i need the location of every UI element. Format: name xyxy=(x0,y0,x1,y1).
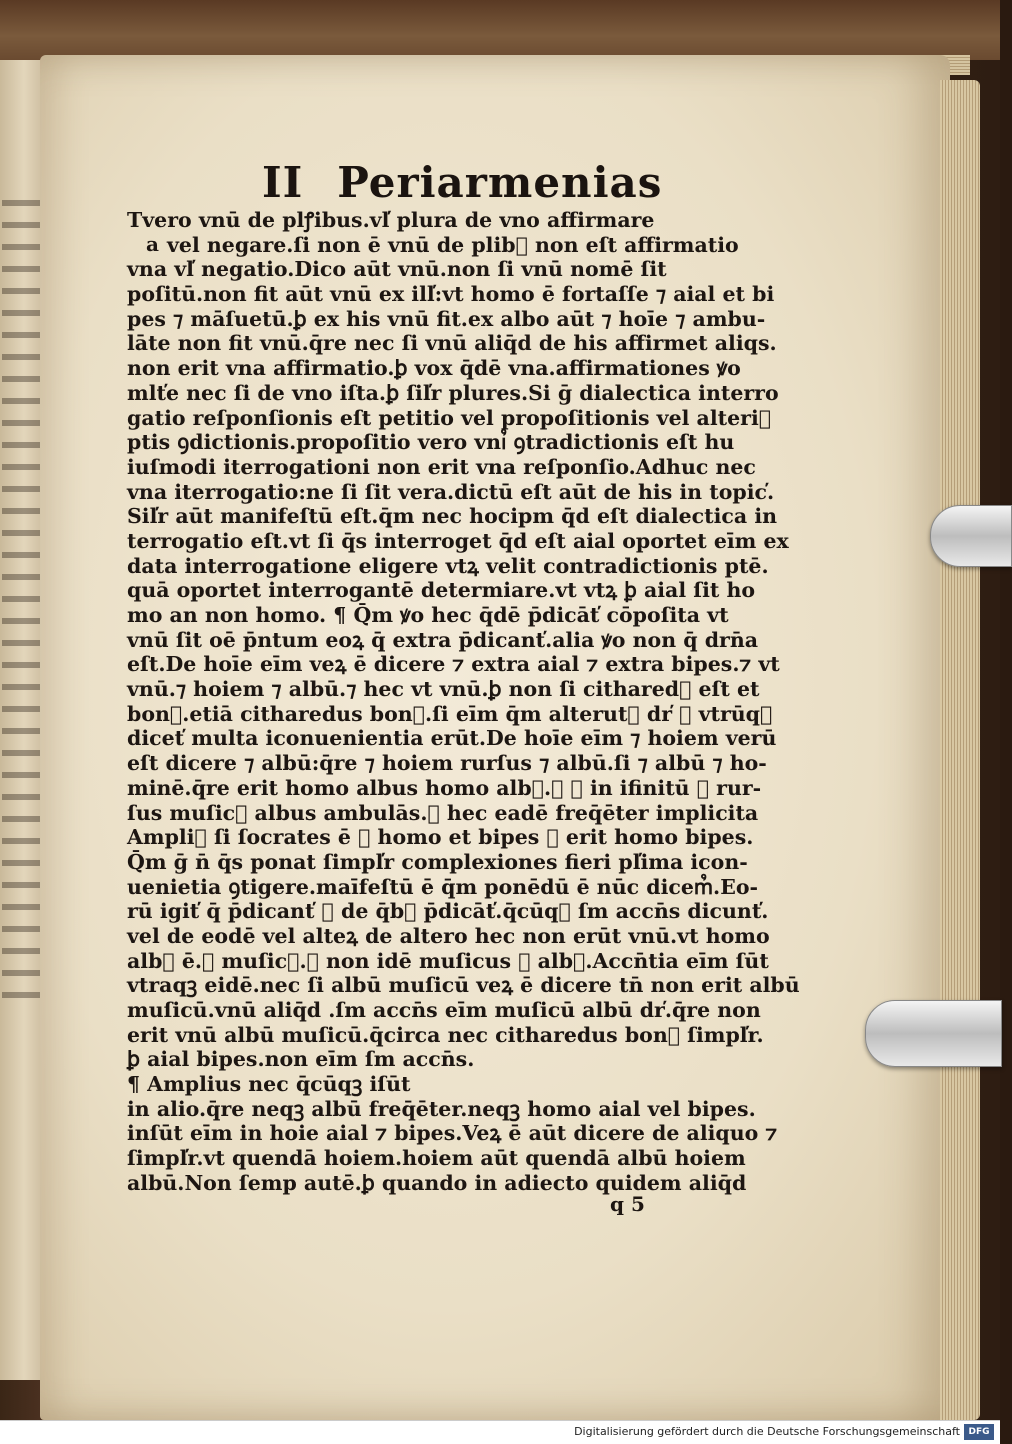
text-line: data interrogatione eligere vtꝝ velit contradictionis ptē. xyxy=(127,553,769,578)
text-line: ¶ Amplius nec q̄cūqꝫ iſūt xyxy=(127,1072,411,1097)
text-line: vnū.⁊ hoiem ⁊ albū.⁊ hec vt vnū.ꝧ non ſi cithared᷒ eſt et xyxy=(127,677,760,702)
signature-mark: q 5 xyxy=(610,1192,645,1216)
text-line: muſicū.vnū aliq̄d .ſm accn̄s eīm muſicū albū dr̕.q̄re non xyxy=(127,998,761,1022)
running-header xyxy=(262,158,662,207)
text-line: rū igit̕ q̄ p̄dicant̕ ⁊ de q̄b᷒ p̄dicāt̕.q̄cūqꝫ ſm accn̄s dicunt̕. xyxy=(127,899,769,924)
book-cover-top xyxy=(0,0,1000,60)
text-line: Ampli᷒ ſi ſocrates ē ⁊ homo et bipes ⁊ erit homo bipes. xyxy=(127,825,754,850)
text-line: mo an non homo. ¶ Q̄m ꝟo hec q̄dē p̄dicāt̕ cōpoſita vt xyxy=(127,603,729,627)
text-line: non erit vna affirmatio.ꝧ vox q̄dē vna.affirmationes ꝟo xyxy=(127,356,741,381)
text-line: Sil̕r aūt manifeſtū eſt.q̄m nec hocipm q̄d eſt dialectica in xyxy=(127,504,778,529)
funding-credit: Digitalisierung gefördert durch die Deutsche Forschungsgemeinschaft xyxy=(574,1425,960,1438)
text-line: uenietia ꝯtigere.maīfeſtū ē q̄m ponēdū ē nūc dicem᷒.Eo- xyxy=(127,874,758,899)
text-line: eſt.De hoīe eīm veꝝ ē dicere ⁊ extra aial ⁊ extra bipes.⁊ vt xyxy=(127,652,780,677)
text-line: dicet̕ multa iconuenientia erūt.De hoīe eīm ⁊ hoiem verū xyxy=(127,726,777,751)
text-line: gatio reſponſionis eſt petitio vel propoſitionis vel alteri᷒ xyxy=(127,405,772,430)
text-line: poſitū.non fit aūt vnū ex ill̕:vt homo ē fortaſſe ⁊ aial et bi xyxy=(127,282,775,307)
text-line: albū.Non ſemp autē.ꝧ quando in adiecto quidem aliq̄d xyxy=(127,1170,747,1195)
text-line: iuſmodi iterrogationi non erit vna reſponſio.Adhuc nec xyxy=(127,454,756,479)
text-line: erit vnū albū muſicū.q̄circa nec citharedus bon᷒ ſimpl̕r. xyxy=(127,1022,764,1047)
text-line: ꝧ aial bipes.non eīm ſm accn̄s. xyxy=(127,1047,475,1072)
footer-bar xyxy=(0,1420,1000,1444)
text-line: vna vl̕ negatio.Dico aūt vnū.non ſi vnū nomē ſit xyxy=(127,257,667,282)
page-clip-lower xyxy=(865,1000,1002,1067)
text-line: Q̄m ḡ n̄ q̄s ponat ſimpl̕r complexiones fieri pl̕ima icon- xyxy=(127,849,748,874)
text-line: pes ⁊ māſuetū.ꝧ ex his vnū fit.ex albo aūt ⁊ hoīe ⁊ ambu- xyxy=(127,306,766,331)
text-line: alb᷒ ē.⁊ muſic᷒.ꝧ non idē muſicus ⁊ alb᷒.Accn̄tia eīm ſūt xyxy=(127,948,769,973)
text-line: quā oportet interrogantē determiare.vt vtꝝ ꝧ aial ſit ho xyxy=(127,578,756,603)
text-line: lāte non fit vnū.q̄re nec ſi vnū aliq̄d de his affirmet aliqs. xyxy=(127,331,777,356)
dfg-logo: DFG xyxy=(964,1424,994,1440)
text-line: bon᷒.etiā citharedus bon᷒.ſi eīm q̄m alterutꝝ dr̕ ⁊ vtrūqꝫ xyxy=(127,701,773,726)
text-line: minē.q̄re erit homo albus homo alb᷒.⁊ ꝧ in ifinitū ⁊ rur- xyxy=(127,775,762,800)
text-line: mlt̕e nec ſi de vno iſta.ꝧ ſil̕r plures.Si ḡ dialectica interro xyxy=(127,380,779,405)
page-stack-edge xyxy=(940,80,980,1420)
text-line: vtraqꝫ eidē.nec ſi albū muſicū veꝝ ē dicere tn̄ non erit albū xyxy=(127,973,800,998)
section-marker: a xyxy=(146,232,159,256)
text-line: terrogatio eſt.vt ſi q̄s interroget q̄d eſt aial oportet eīm ex xyxy=(127,528,789,553)
text-line: vna iterrogatio:ne ſi ſit vera.dictū eſt aūt de his in topic̕. xyxy=(127,479,775,504)
text-line: in alio.q̄re neqꝫ albū freq̄ēter.neqꝫ homo aial vel bipes. xyxy=(127,1096,756,1121)
text-line: vnū ſit oē p̄ntum eoꝝ q̄ extra p̄dicant̕.alia ꝟo non q̄ drn̄a xyxy=(127,627,759,652)
text-line: vel de eodē vel alteꝝ de altero hec non erūt vnū.vt homo xyxy=(127,923,770,948)
text-line: ptis ꝯdictionis.propoſitio vero vni᷒ ꝯtradictionis eſt hu xyxy=(127,430,735,455)
text-line: inſūt eīm in hoie aial ⁊ bipes.Veꝝ ē aūt dicere de aliquo ⁊ xyxy=(127,1121,778,1146)
running-title: Periarmenias xyxy=(337,158,663,207)
book-number: II xyxy=(262,158,304,207)
text-line: eſt dicere ⁊ albū:q̄re ⁊ hoiem rurſus ⁊ albū.ſi ⁊ albū ⁊ ho- xyxy=(127,751,767,776)
text-line: ſus muſic᷒ albus ambulās.⁊ hec eadē freq̄ēter implicita xyxy=(127,800,759,825)
text-block xyxy=(127,208,800,1196)
text-line: vel negare.ſi non ē vnū de plib᷒ non eſt affirmatio xyxy=(167,232,739,257)
text-line: Tvero vnū de plꝭibus.vl̕ plura de vno affirmare xyxy=(127,208,655,232)
page-clip-upper xyxy=(930,505,1012,567)
text-line: ſimpl̕r.vt quendā hoiem.hoiem aūt quendā albū hoiem xyxy=(127,1146,746,1171)
